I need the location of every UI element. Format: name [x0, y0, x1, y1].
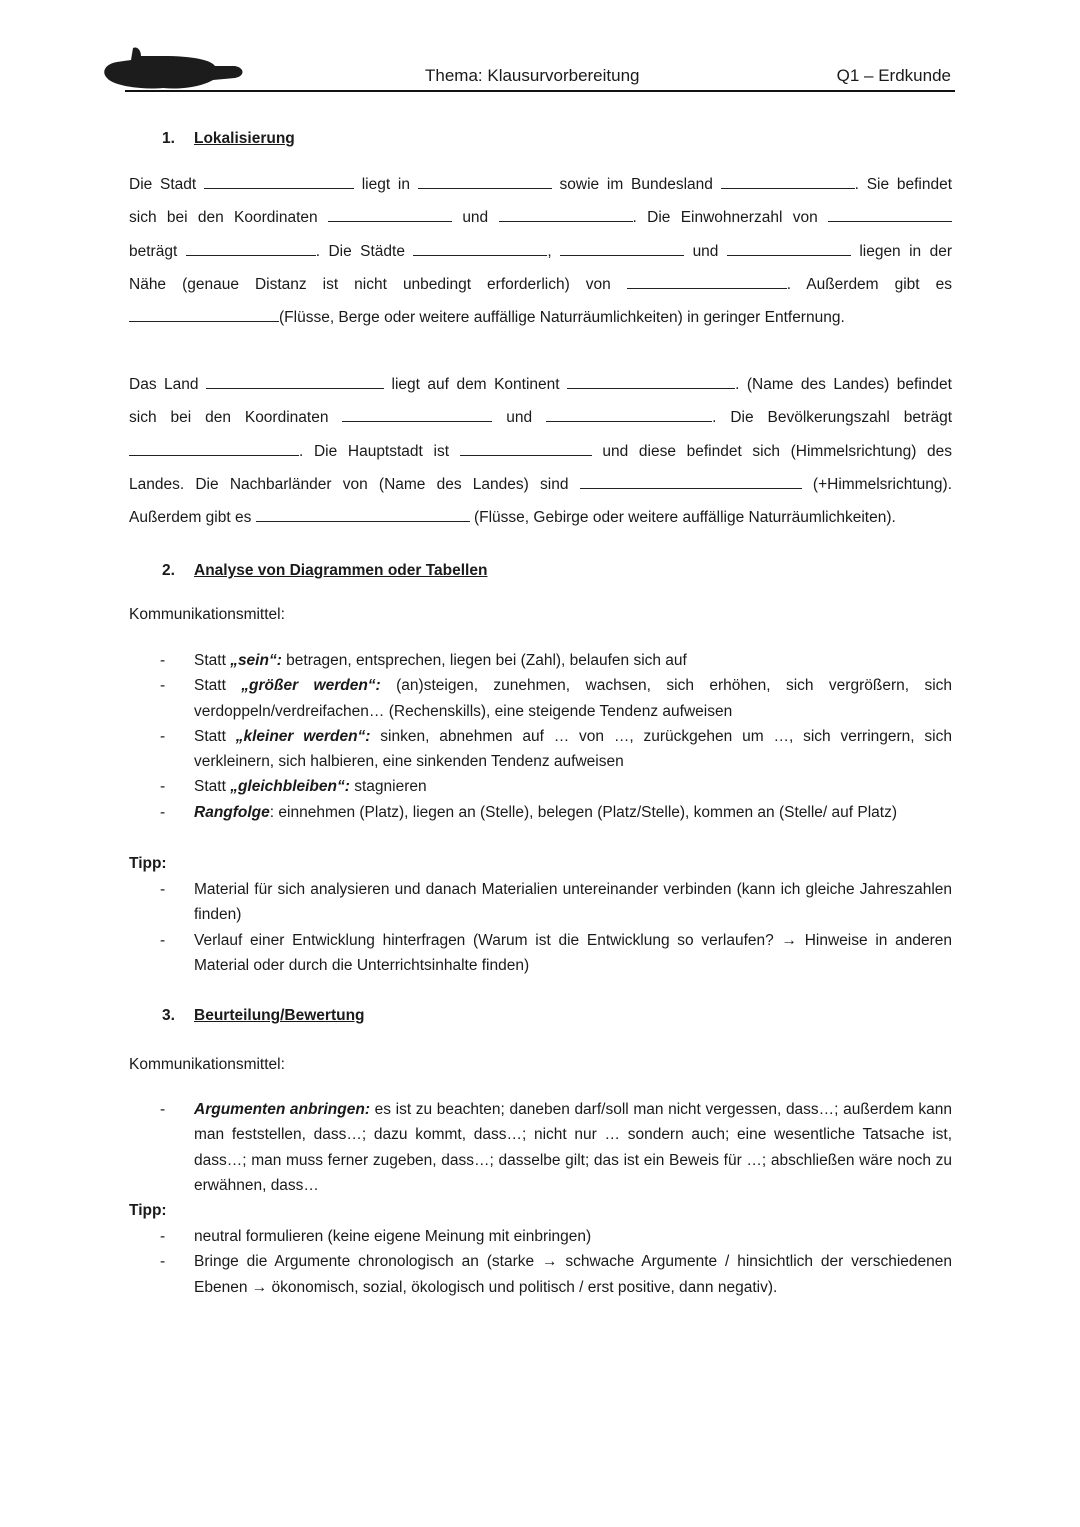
blank-city-name[interactable]: [828, 207, 952, 222]
blank-state[interactable]: [721, 174, 855, 189]
list-item: - Bringe die Argumente chronologisch an (starke → schwache Argumente / hinsichtlich der verschiedenen Ebenen → ökonomisch, sozial, ökologisch und politisch / erst positive, dann negativ).: [129, 1249, 952, 1300]
blank-nearby-city-2[interactable]: [560, 241, 684, 256]
country-cloze-paragraph: Das Land liegt auf dem Kontinent . (Name des Landes) befindet sich bei den Koordinaten und . Die Bevölkerungszahl beträgt . Die Hauptstadt ist und diese befindet sich (Himmelsrichtung) des Landes. Die Nachbarländer von (Name des Landes) sind (+Himmelsrichtung). Außerdem gibt es (Flüsse, Gebirge oder weitere auffällige Naturräumlichkeiten).: [129, 376, 953, 527]
list-item: - neutral formulieren (keine eigene Meinung mit einbringen): [129, 1224, 952, 1249]
list-item: - Statt „sein“: betragen, entsprechen, liegen bei (Zahl), belaufen sich auf: [129, 648, 952, 673]
list-item: - Rangfolge: einnehmen (Platz), liegen an (Stelle), belegen (Platz/Stelle), kommen an (Stelle/ auf Platz): [129, 800, 952, 825]
blank-country-lon[interactable]: [546, 407, 712, 422]
tip-label-beurteilung: Tipp:: [129, 1202, 167, 1219]
beurteilung-tips-list: [129, 1224, 952, 1300]
blank-city[interactable]: [204, 174, 354, 189]
blank-population[interactable]: [186, 241, 316, 256]
blank-reference-city[interactable]: [627, 274, 787, 289]
city-cloze-paragraph: Die Stadt liegt in sowie im Bundesland . Sie befindet sich bei den Koordinaten und . Die Einwohnerzahl von beträgt . Die Städte , und liegen in der Nähe (genaue Distanz ist nicht unbedingt erforderlich) von . Außerdem gibt es (Flüsse, Berge oder weitere auffällige Naturräumlichkeiten) in geringer Entfernung.: [129, 176, 953, 327]
analyse-tips-list: [129, 877, 952, 978]
section-heading-analyse: 2. Analyse von Diagrammen oder Tabellen: [162, 562, 488, 579]
list-item: - Verlauf einer Entwicklung hinterfragen (Warum ist die Entwicklung so verlaufen? → Hinweise in anderen Material oder durch die Unterrichtsinhalte finden): [129, 928, 952, 979]
blank-natural-features[interactable]: [129, 307, 279, 322]
list-item: - Statt „größer werden“: (an)steigen, zunehmen, wachsen, sich erhöhen, sich vergrößern, sich verdoppeln/verdreifachen… (Rechenskills), eine steigende Tendenz aufweisen: [129, 673, 952, 724]
blank-nearby-city-3[interactable]: [727, 241, 851, 256]
blank-capital[interactable]: [460, 441, 592, 456]
blank-region[interactable]: [418, 174, 552, 189]
list-item: - Statt „gleichbleiben“: stagnieren: [129, 774, 952, 799]
blank-country-lat[interactable]: [342, 407, 492, 422]
course-label: Q1 – Erdkunde: [836, 66, 951, 85]
blank-country-natural-features[interactable]: [256, 507, 470, 522]
blank-continent[interactable]: [567, 374, 735, 389]
blank-nearby-city-1[interactable]: [413, 241, 547, 256]
tip-label-analyse: Tipp:: [129, 855, 167, 872]
blank-lat[interactable]: [328, 207, 452, 222]
blank-lon[interactable]: [499, 207, 633, 222]
analyse-phrases-list: [129, 648, 952, 825]
page-title: Thema: Klausurvorbereitung: [425, 66, 640, 85]
comm-label-beurteilung: Kommunikationsmittel:: [129, 1056, 285, 1073]
comm-label-analyse: Kommunikationsmittel:: [129, 606, 285, 623]
argument-phrases-list: [129, 1097, 952, 1198]
list-item: - Argumenten anbringen: es ist zu beachten; daneben darf/soll man nicht vergessen, dass…; außerdem kann man feststellen, dass…; dazu kommt, dass…; nicht nur … sondern auch; eine wesentliche Tatsache ist, dass…; man muss ferner zugeben, dass…; dasselbe gilt; das ist ein Beweis für …; abschließen wäre noch zu erwähnen, dass…: [129, 1097, 952, 1198]
page-header: [125, 64, 955, 92]
blank-country-population[interactable]: [129, 441, 299, 456]
list-item: - Material für sich analysieren und danach Materialien untereinander verbinden (kann ich gleiche Jahreszahlen finden): [129, 877, 952, 928]
blank-country[interactable]: [206, 374, 384, 389]
blank-neighbours[interactable]: [580, 474, 802, 489]
section-heading-lokalisierung: 1. Lokalisierung: [162, 130, 295, 147]
list-item: - Statt „kleiner werden“: sinken, abnehmen auf … von …, zurückgehen um …, sich verringern, sich verkleinern, sich halbieren, eine sinkenden Tendenz aufweisen: [129, 724, 952, 775]
section-heading-beurteilung: 3. Beurteilung/Bewertung: [162, 1007, 365, 1024]
